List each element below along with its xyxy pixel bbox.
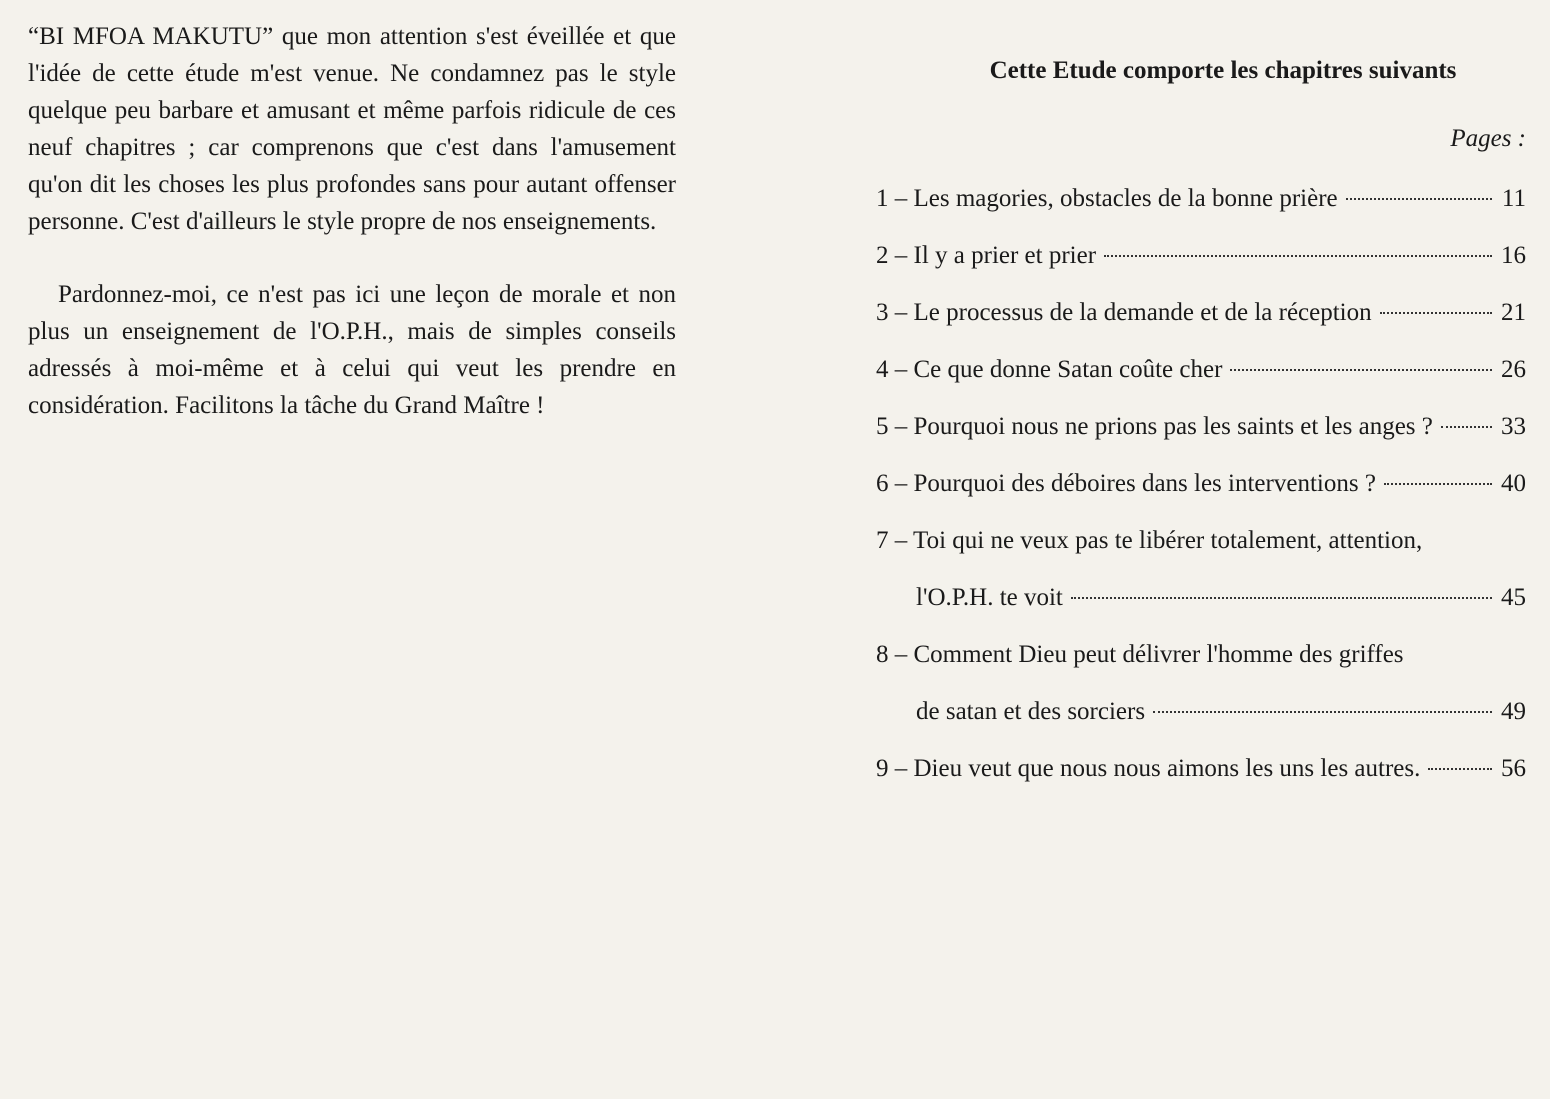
toc-page-number: 56 <box>1501 755 1526 782</box>
dot-leader <box>1230 369 1492 371</box>
toc-page-number: 40 <box>1501 470 1526 497</box>
dot-leader <box>1104 255 1492 257</box>
dot-leader <box>1384 483 1492 485</box>
toc-entry-title-continued: de satan et des sorciers <box>916 698 1146 725</box>
toc-page-number: 16 <box>1501 242 1526 269</box>
dot-leader <box>1346 198 1492 200</box>
paragraph-2: Pardonnez-moi, ce n'est pas ici une leçon de morale et non plus un enseignement de l'O.P.H., mais de simples conseils adressés à moi-même et à celui qui veut les prendre en considération. Facilitons la tâche du Grand Maître ! <box>28 281 676 419</box>
toc-page-number: 11 <box>1501 185 1526 212</box>
toc-title: Cette Etude comporte les chapitres suivants <box>989 57 1457 84</box>
toc-entry-title: 4 – Ce que donne Satan coûte cher <box>876 356 1223 383</box>
toc-entry-4 <box>876 341 1526 398</box>
toc-entry-3 <box>876 284 1526 341</box>
toc-entry-title: 2 – Il y a prier et prier <box>876 242 1097 269</box>
dot-leader <box>1380 312 1492 314</box>
toc-entry-6 <box>876 455 1526 512</box>
table-of-contents <box>876 170 1526 797</box>
toc-entry-8-continued <box>876 683 1526 740</box>
toc-page-number: 33 <box>1501 413 1526 440</box>
toc-entry-8 <box>876 626 1526 683</box>
dot-leader <box>1153 711 1492 713</box>
toc-page-number: 21 <box>1501 299 1526 326</box>
paragraph-1: “BI MFOA MAKUTU” que mon attention s'est éveillée et que l'idée de cette étude m'est venue. Ne condamnez pas le style quelque peu barbare et amusant et même parfois ridicule de ces neuf chapitres ; car comprenons que c'est dans l'amusement qu'on dit les choses les plus profondes sans pour autant offenser personne. C'est d'ailleurs le style propre de nos enseignements. <box>28 23 676 235</box>
toc-entry-title: 9 – Dieu veut que nous nous aimons les uns les autres. <box>876 755 1421 782</box>
pages-label: Pages : <box>1450 125 1526 152</box>
toc-entry-title: 3 – Le processus de la demande et de la réception <box>876 299 1372 326</box>
toc-entry-2 <box>876 227 1526 284</box>
dot-leader <box>1441 426 1492 428</box>
toc-page-number: 26 <box>1501 356 1526 383</box>
right-page <box>876 50 1526 797</box>
toc-page-number: 45 <box>1501 584 1526 611</box>
toc-entry-9 <box>876 740 1526 797</box>
toc-page-number: 49 <box>1501 698 1526 725</box>
toc-entry-5 <box>876 398 1526 455</box>
dot-leader <box>1428 768 1492 770</box>
toc-entry-title: 5 – Pourquoi nous ne prions pas les saints et les anges ? <box>876 413 1433 440</box>
toc-entry-title: 6 – Pourquoi des déboires dans les interventions ? <box>876 470 1376 497</box>
toc-entry-title: 1 – Les magories, obstacles de la bonne prière <box>876 185 1338 212</box>
toc-entry-title: 7 – Toi qui ne veux pas te libérer totalement, attention, <box>876 527 1423 554</box>
toc-entry-7-continued <box>876 569 1526 626</box>
toc-entry-title: 8 – Comment Dieu peut délivrer l'homme des griffes <box>876 641 1404 668</box>
toc-entry-7 <box>876 512 1526 569</box>
dot-leader <box>1071 597 1492 599</box>
toc-entry-title-continued: l'O.P.H. te voit <box>916 584 1063 611</box>
toc-entry-1 <box>876 170 1526 227</box>
left-page <box>28 18 676 424</box>
